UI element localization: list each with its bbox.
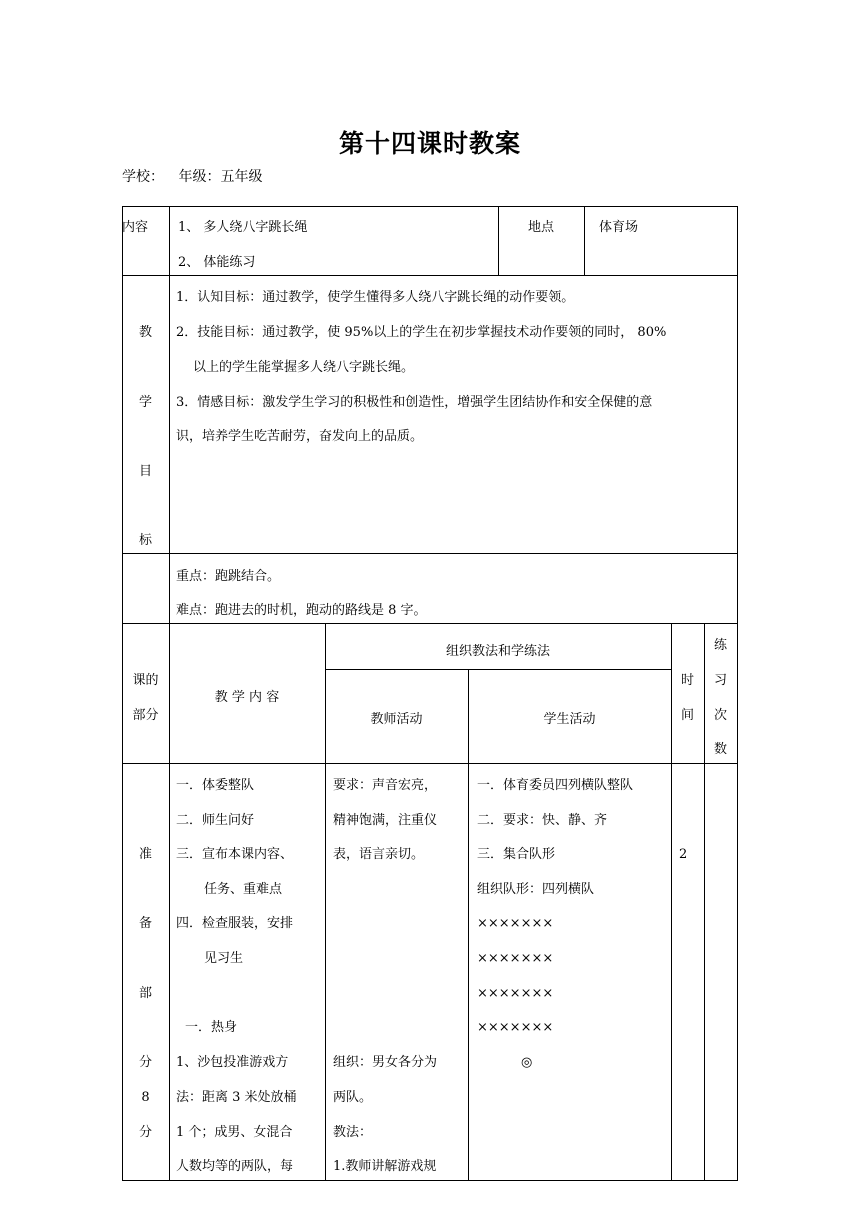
prep-time: 2	[679, 847, 688, 862]
time-header: 时	[680, 673, 694, 688]
teacher-position-marker: ◎	[521, 1055, 533, 1070]
formation-row: ×××××××	[477, 1020, 554, 1035]
prep-label-char: 分	[138, 1055, 152, 1070]
prep-label-char: 分	[138, 1125, 152, 1140]
table-border-right	[737, 206, 738, 1181]
location-label: 地点	[527, 220, 554, 235]
row-divider	[122, 623, 738, 624]
teacher-activity-line: 表，语言亲切。	[333, 847, 425, 862]
reps-header: 数	[713, 742, 727, 757]
objective-line: 识，培养学生吃苦耐劳，奋发向上的品质。	[176, 429, 424, 444]
prep-content-line: 法：距离 3 米处放桶	[176, 1090, 297, 1105]
teacher-activity-line: 两队。	[333, 1090, 373, 1105]
reps-header: 习	[713, 673, 727, 688]
teacher-header: 教师活动	[370, 712, 423, 727]
prep-content-line: 一．热身	[185, 1020, 238, 1035]
table-border-left	[122, 206, 123, 1181]
prep-label-char: 部	[138, 986, 152, 1001]
table-border-top	[122, 206, 738, 207]
content-label: 内容	[122, 220, 149, 235]
part-header: 部分	[132, 708, 159, 723]
student-activity-line: 三．集合队形	[477, 847, 556, 862]
row-divider	[122, 763, 738, 764]
objective-line: 3．情感目标：激发学生学习的积极性和创造性，增强学生团结协作和安全保健的意	[176, 395, 653, 410]
formation-row: ×××××××	[477, 951, 554, 966]
prep-content-line: 三．宣布本课内容、	[176, 847, 294, 862]
teacher-activity-line: 组织：男女各分为	[333, 1055, 438, 1070]
objectives-label-char: 教	[138, 325, 152, 340]
teacher-activity-line: 教法：	[333, 1125, 373, 1140]
prep-label-char: 8	[141, 1090, 150, 1105]
prep-content-line: 一．体委整队	[176, 778, 255, 793]
prep-content-line: 见习生	[204, 951, 244, 966]
formation-row: ×××××××	[477, 986, 554, 1001]
teacher-activity-line: 1.教师讲解游戏规	[333, 1159, 437, 1174]
grade-label: 年级：五年级	[178, 169, 263, 185]
prep-label-char: 准	[138, 847, 152, 862]
location-value: 体育场	[599, 220, 639, 235]
org-header: 组织教法和学练法	[445, 644, 550, 659]
objectives-label-char: 目	[138, 464, 152, 479]
table-border-bottom	[122, 1180, 738, 1181]
school-label: 学校：	[122, 169, 164, 185]
objective-line: 1．认知目标：通过教学，使学生懂得多人绕八字跳长绳的动作要领。	[176, 290, 575, 305]
student-activity-line: 组织队形：四列横队	[477, 882, 595, 897]
page-title: 第十四课时教案	[338, 129, 521, 158]
prep-content-line: 人数均等的两队，每	[176, 1159, 294, 1174]
focus-text: 重点：跑跳结合。	[176, 569, 281, 584]
col-divider	[169, 206, 170, 276]
objective-line: 以上的学生能掌握多人绕八字跳长绳。	[193, 360, 415, 375]
student-activity-line: 二．要求：快、静、齐	[477, 813, 608, 828]
col-divider	[169, 275, 170, 624]
prep-content-line: 四．检查服装，安排	[176, 916, 294, 931]
header-divider	[325, 669, 671, 670]
teacher-activity-line: 精神饱满，注重仪	[333, 813, 438, 828]
objectives-label-char: 学	[138, 395, 152, 410]
content-item: 2、 体能练习	[178, 255, 256, 270]
content-header: 教 学 内 容	[214, 690, 280, 705]
col-divider	[584, 206, 585, 276]
student-activity-line: 一．体育委员四列横队整队	[477, 778, 634, 793]
content-item: 1、 多人绕八字跳长绳	[178, 220, 308, 235]
col-divider	[468, 669, 469, 1181]
row-divider	[122, 553, 738, 554]
prep-label-char: 备	[138, 916, 152, 931]
row-divider	[122, 275, 738, 276]
col-divider	[325, 623, 326, 1181]
time-header: 间	[680, 708, 694, 723]
objective-line: 2．技能目标：通过教学，使 95%以上的学生在初步掌握技术动作要领的同时， 80%	[176, 325, 667, 340]
prep-content-line: 任务、重难点	[204, 882, 283, 897]
reps-header: 练	[713, 638, 727, 653]
student-header: 学生活动	[543, 712, 596, 727]
formation-row: ×××××××	[477, 916, 554, 931]
prep-content-line: 1、沙包投准游戏方	[176, 1055, 289, 1070]
col-divider	[498, 206, 499, 276]
objectives-label-char: 标	[138, 533, 152, 548]
part-header: 课的	[132, 673, 159, 688]
reps-header: 次	[713, 708, 727, 723]
prep-content-line: 二．师生问好	[176, 813, 255, 828]
prep-content-line: 1 个；成男、女混合	[176, 1125, 293, 1140]
difficulty-text: 难点：跑进去的时机，跑动的路线是 8 字。	[176, 603, 427, 618]
teacher-activity-line: 要求：声音宏亮，	[333, 778, 438, 793]
